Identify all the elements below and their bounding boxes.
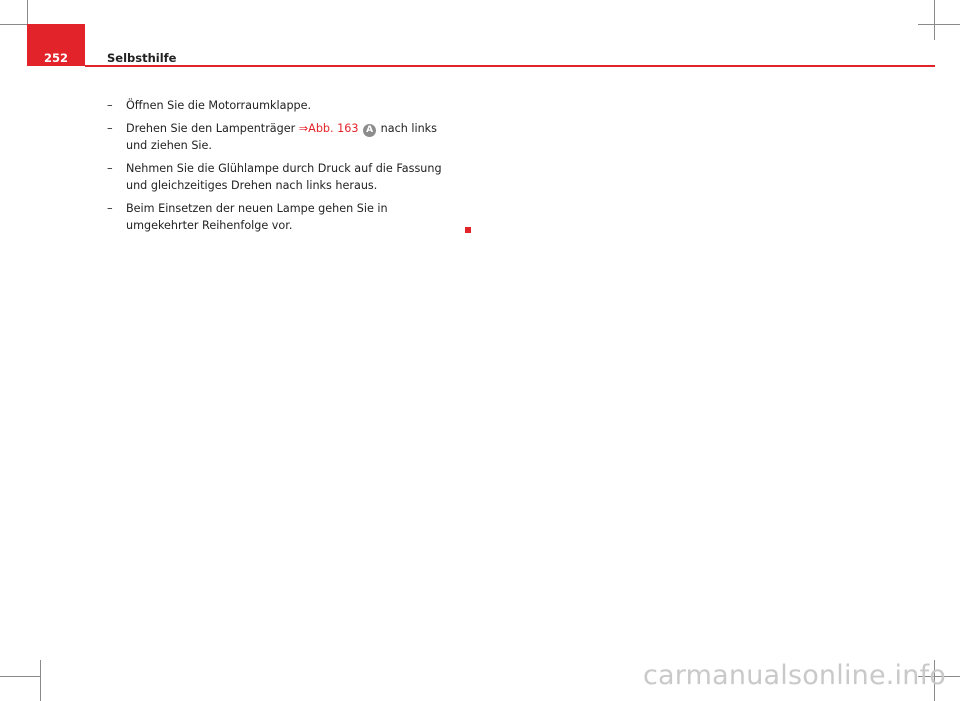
crop-mark [918,24,960,25]
step-dash: – [107,162,113,175]
instruction-list [107,97,452,240]
step-text: Drehen Sie den Lampenträger [126,122,299,135]
section-title: Selbsthilfe [107,51,177,65]
figure-reference-link[interactable]: ⇒Abb. 163 [298,122,359,135]
step-dash: – [107,122,113,135]
section-end-marker [465,227,471,233]
step-dash: – [107,99,113,112]
header-rule [85,65,935,67]
watermark: carmanualsonline.info [643,660,946,691]
page-number: 252 [43,51,68,65]
step-text: Beim Einsetzen der neuen Lampe gehen Sie in umgekehrter Reihenfolge vor. [126,202,388,232]
step-dash: – [107,202,113,215]
crop-mark [934,0,935,40]
step-text: nach links und ziehen Sie. [126,122,437,152]
instruction-step [107,200,452,234]
instruction-step [107,120,452,154]
crop-mark [40,660,41,701]
instruction-step [107,97,452,114]
crop-mark [0,676,40,677]
step-text: Öffnen Sie die Motorraumklappe. [126,99,312,112]
instruction-step [107,160,452,194]
step-text: Nehmen Sie die Glühlampe durch Druck auf die Fassung und gleichzeitiges Drehen nach links heraus. [126,162,442,192]
figure-marker-icon: A [363,124,376,137]
